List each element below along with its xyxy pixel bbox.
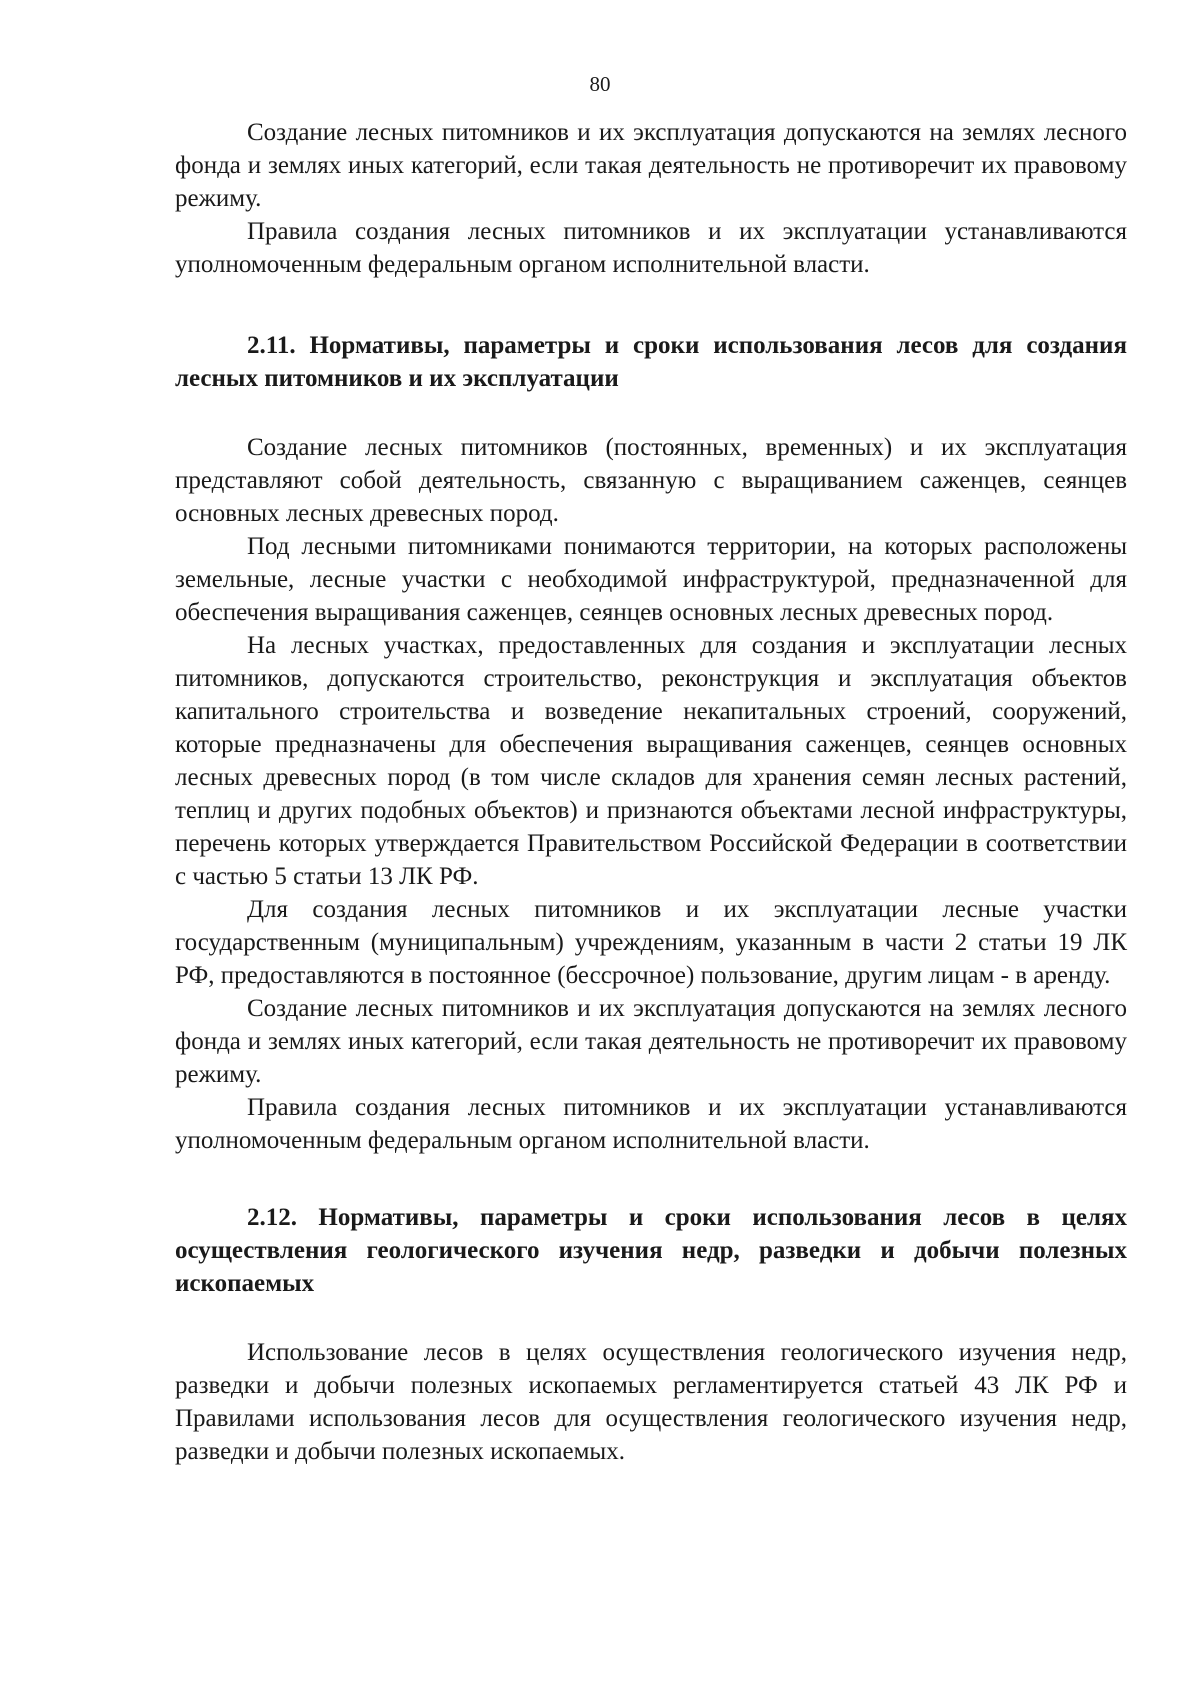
paragraph: Для создания лесных питомников и их эксплуатации лесные участки государственным (муниципальным) учреждениям, указанным в части 2 статьи 19 ЛК РФ, предоставляются в постоянное (бессрочное) пользование, другим лицам - в аренду. bbox=[175, 896, 1127, 989]
section-heading-2-11: 2.11. Нормативы, параметры и сроки использования лесов для создания лесных питомников и их эксплуатации bbox=[175, 332, 1127, 392]
section-heading-2-12: 2.12. Нормативы, параметры и сроки использования лесов в целях осуществления геологического изучения недр, разведки и добычи полезных ископаемых bbox=[175, 1204, 1127, 1297]
paragraph: Создание лесных питомников и их эксплуатация допускаются на землях лесного фонда и землях иных категорий, если такая деятельность не противоречит их правовому режиму. bbox=[175, 119, 1127, 212]
paragraph: На лесных участках, предоставленных для создания и эксплуатации лесных питомников, допускаются строительство, реконструкция и эксплуатация объектов капитального строительства и возведение некапитальных строений, сооружений, которые предназначены для обеспечения выращивания саженцев, сеянцев основных лесных древесных пород (в том числе складов для хранения семян лесных растений, теплиц и других подобных объектов) и признаются объектами лесной инфраструктуры, перечень которых утверждается Правительством Российской Федерации в соответствии с частью 5 статьи 13 ЛК РФ. bbox=[175, 632, 1127, 890]
paragraph: Использование лесов в целях осуществления геологического изучения недр, разведки и добычи полезных ископаемых регламентируется статьей 43 ЛК РФ и Правилами использования лесов для осуществления геологического изучения недр, разведки и добычи полезных ископаемых. bbox=[175, 1339, 1127, 1465]
paragraph: Правила создания лесных питомников и их эксплуатации устанавливаются уполномоченным федеральным органом исполнительной власти. bbox=[175, 218, 1127, 278]
page-number: 80 bbox=[589, 72, 611, 96]
paragraph: Правила создания лесных питомников и их эксплуатации устанавливаются уполномоченным федеральным органом исполнительной власти. bbox=[175, 1094, 1127, 1154]
paragraph: Под лесными питомниками понимаются территории, на которых расположены земельные, лесные участки с необходимой инфраструктурой, предназначенной для обеспечения выращивания саженцев, сеянцев основных лесных древесных пород. bbox=[175, 533, 1127, 626]
paragraph: Создание лесных питомников (постоянных, временных) и их эксплуатация представляют собой деятельность, связанную с выращиванием саженцев, сеянцев основных лесных древесных пород. bbox=[175, 434, 1127, 527]
paragraph: Создание лесных питомников и их эксплуатация допускаются на землях лесного фонда и землях иных категорий, если такая деятельность не противоречит их правовому режиму. bbox=[175, 995, 1127, 1088]
document-body bbox=[175, 116, 1127, 1468]
